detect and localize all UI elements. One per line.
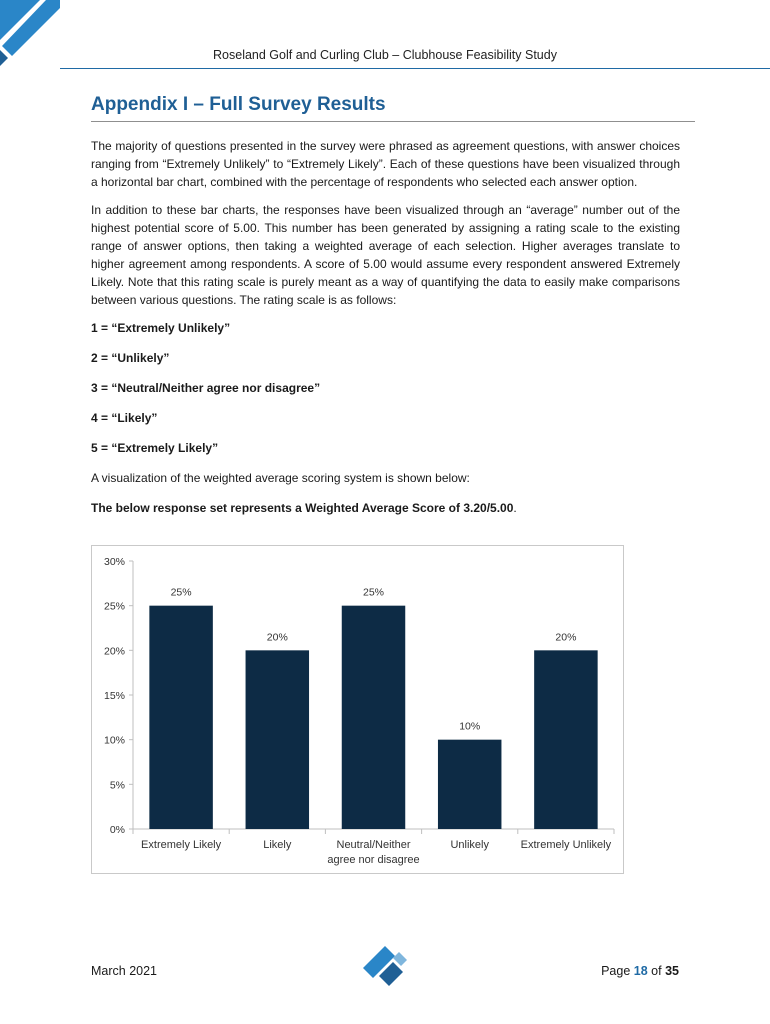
x-category-label: Unlikely [450, 839, 489, 851]
x-category-label: Extremely Likely [141, 839, 222, 851]
y-tick-label: 30% [103, 556, 125, 568]
bar [438, 740, 501, 829]
page-number: 18 [633, 964, 648, 978]
x-category-label: agree nor disagree [327, 854, 420, 866]
page-prefix: Page [601, 964, 631, 978]
x-category-label: Neutral/Neither [336, 839, 411, 851]
title-divider [91, 121, 695, 122]
visualization-lead: A visualization of the weighted average scoring system is shown below: [91, 471, 470, 485]
page-indicator [601, 964, 679, 978]
scale-item-5: 5 = “Extremely Likely” [91, 441, 219, 455]
y-tick-label: 25% [103, 600, 125, 613]
bar-data-label: 25% [170, 586, 192, 599]
scale-item-3: 3 = “Neutral/Neither agree nor disagree” [91, 381, 321, 395]
header-divider [60, 68, 770, 69]
y-tick-label: 10% [103, 734, 125, 747]
bar-chart-svg [92, 546, 625, 875]
bar [246, 650, 309, 829]
score-line-period: . [513, 501, 517, 515]
bar-data-label: 25% [362, 586, 385, 599]
bar [149, 606, 212, 829]
bar-data-label: 10% [459, 720, 481, 733]
body-content [91, 137, 680, 527]
y-tick-label: 0% [109, 824, 125, 836]
y-tick-label: 15% [103, 690, 125, 702]
running-header: Roseland Golf and Curling Club – Clubhouse Feasibility Study [213, 48, 557, 62]
score-line-text: The below response set represents a Weighted Average Score of 3.20/5.00 [91, 501, 514, 515]
score-line [91, 499, 680, 517]
page-total: 35 [665, 964, 679, 978]
bar-data-label: 20% [266, 631, 288, 644]
y-tick-label: 20% [103, 645, 125, 658]
bar [342, 606, 405, 829]
method-paragraph: In addition to these bar charts, the responses have been visualized through an “average” number out of the highest potential score of 5.00. This number has been generated by assigning a rating scale to the existing range of answer options, then taking a weighted average of each selection. Higher averages translate to higher agreement among respondents. A score of 5.00 would assume every respondent answered Extremely Likely. Note that this rating scale is purely meant as a way of quantifying the data to easily make comparisons between various questions. The rating scale is as follows: [91, 203, 680, 307]
footer-date: March 2021 [91, 964, 158, 978]
page-title: Appendix I – Full Survey Results [91, 94, 386, 115]
intro-paragraph: The majority of questions presented in the survey were phrased as agreement questions, with answer choices ranging from “Extremely Unlikely” to “Extremely Likely”. Each of these questions have been visualized through a horizontal bar chart, combined with the percentage of respondents who selected each answer option. [91, 139, 680, 189]
scale-item-2: 2 = “Unlikely” [91, 351, 170, 365]
bar-data-label: 20% [555, 631, 577, 644]
bar-chart [91, 545, 624, 874]
x-category-label: Likely [263, 839, 292, 851]
y-tick-label: 5% [109, 779, 125, 792]
x-category-label: Extremely Unlikely [520, 839, 612, 851]
page-of: of [651, 964, 662, 978]
scale-item-4: 4 = “Likely” [91, 411, 158, 425]
bar [534, 650, 597, 829]
scale-item-1: 1 = “Extremely Unlikely” [91, 321, 231, 335]
footer-logo-icon [363, 946, 407, 986]
